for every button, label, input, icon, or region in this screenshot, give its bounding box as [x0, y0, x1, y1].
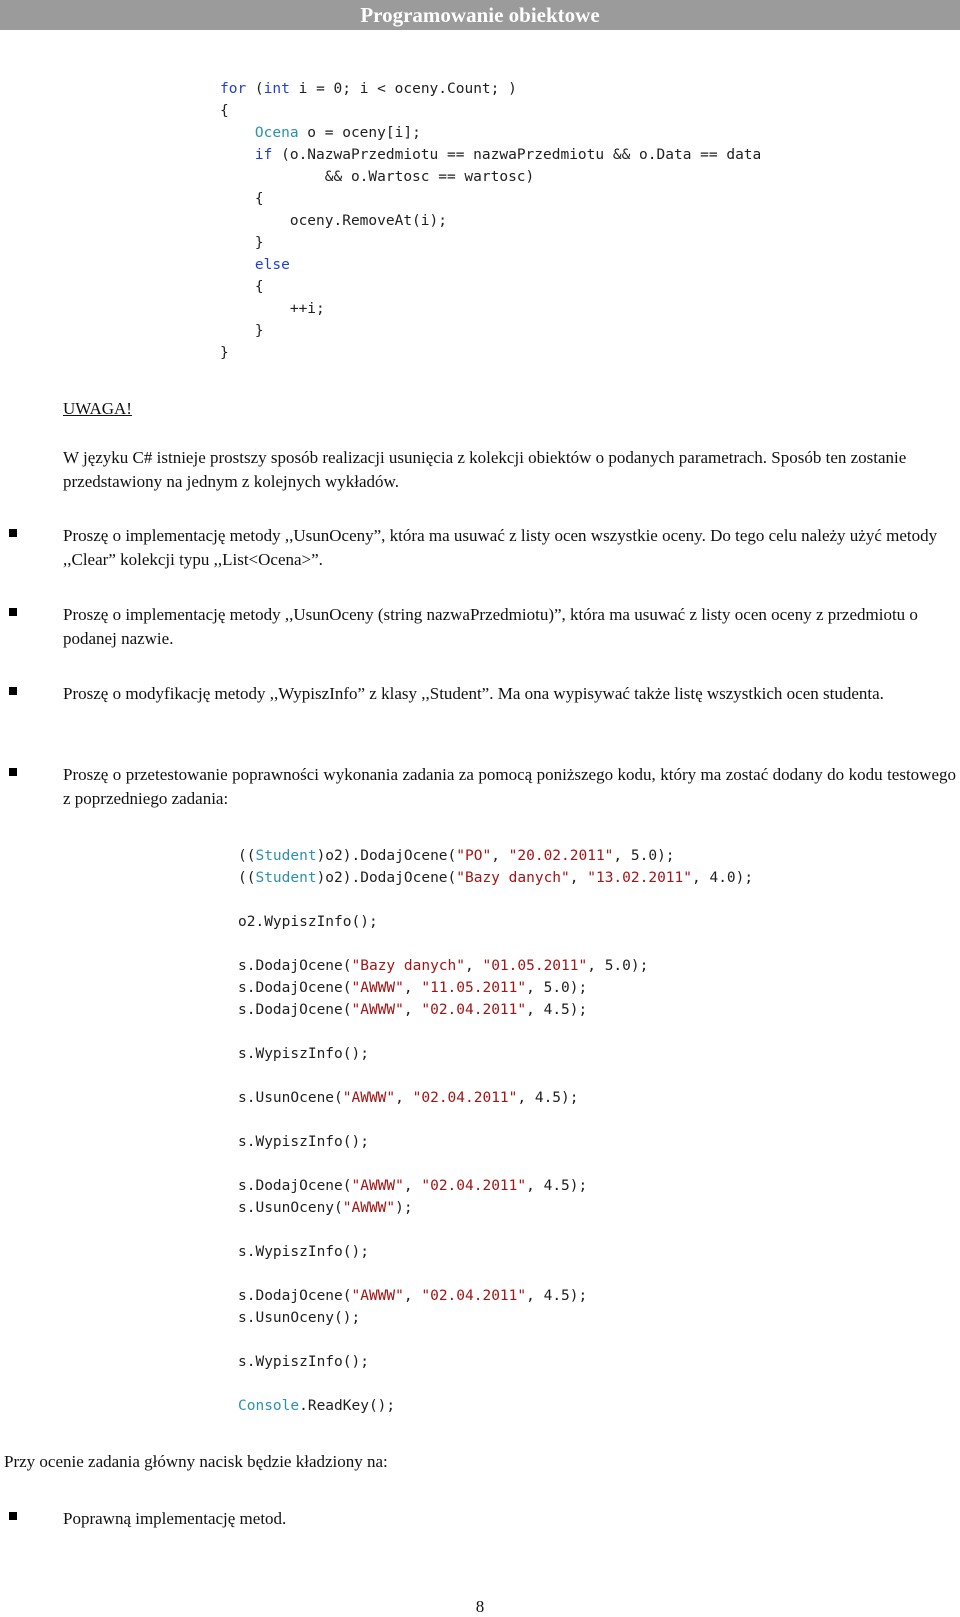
code-line: if (o.NazwaPrzedmiotu == nazwaPrzedmiotu && o.Data == data: [254, 147, 762, 163]
code-line: ((Student)o2).DodajOcene("PO", "20.02.2011", 5.0);: [238, 848, 675, 864]
grading-item-1: Poprawną implementację metod.: [63, 1509, 287, 1528]
code-line: }: [220, 235, 264, 251]
code-line: {: [220, 279, 264, 295]
code-line: {: [220, 191, 264, 207]
code-line: [238, 1263, 753, 1285]
code-line: && o.Wartosc == wartosc): [220, 169, 535, 185]
code-line: o2.WypiszInfo();: [238, 914, 378, 930]
code-block-removal-loop: [220, 78, 761, 364]
bullet-icon: [9, 768, 17, 776]
warning-text: W języku C# istnieje prostszy sposób realizacji usunięcia z kolekcji obiektów o podanych parametrach. Sposób ten zostanie przedstawiony na jednym z kolejnych wykładów.: [63, 448, 907, 491]
code-line: s.DodajOcene("AWWW", "02.04.2011", 4.5);: [238, 1178, 588, 1194]
code-line: oceny.RemoveAt(i);: [220, 213, 447, 229]
code-line: s.DodajOcene("Bazy danych", "01.05.2011", 5.0);: [238, 958, 649, 974]
code-line: s.DodajOcene("AWWW", "02.04.2011", 4.5);: [238, 1288, 588, 1304]
code-line: s.UsunOceny();: [238, 1310, 361, 1326]
code-line: Ocena o = oceny[i];: [254, 125, 421, 141]
code-line: }: [220, 323, 264, 339]
warning-title: UWAGA!: [63, 399, 132, 418]
bullet-icon: [9, 608, 17, 616]
code-line: [238, 1065, 753, 1087]
code-line: s.DodajOcene("AWWW", "11.05.2011", 5.0);: [238, 980, 588, 996]
code-line: s.UsunOcene("AWWW", "02.04.2011", 4.5);: [238, 1090, 579, 1106]
code-line: [238, 1373, 753, 1395]
document-header: Programowanie obiektowe: [0, 0, 960, 30]
task-item-3: Proszę o modyfikację metody ,,WypiszInfo” z klasy ,,Student”. Ma ona wypisywać także listę wszystkich ocen studenta.: [63, 684, 884, 703]
code-line: s.WypiszInfo();: [238, 1046, 369, 1062]
grading-intro: Przy ocenie zadania główny nacisk będzie kładziony na:: [4, 1452, 388, 1471]
code-line: [238, 1329, 753, 1351]
code-line: {: [220, 103, 229, 119]
task-item-2: Proszę o implementację metody ,,UsunOceny (string nazwaPrzedmiotu)”, która ma usuwać z listy ocen oceny z przedmiotu o podanej nazwie.: [63, 605, 918, 648]
code-line: }: [220, 345, 229, 361]
code-line: s.DodajOcene("AWWW", "02.04.2011", 4.5);: [238, 1002, 588, 1018]
code-line: s.WypiszInfo();: [238, 1244, 369, 1260]
code-line: [238, 1021, 753, 1043]
bullet-icon: [9, 1512, 17, 1520]
code-line: s.WypiszInfo();: [238, 1354, 369, 1370]
code-line: for (int i = 0; i < oceny.Count; ): [220, 81, 517, 97]
code-line: [238, 1219, 753, 1241]
code-block-test: [238, 845, 753, 1417]
code-line: [238, 1153, 753, 1175]
code-line: s.UsunOceny("AWWW");: [238, 1200, 413, 1216]
code-line: else: [254, 257, 290, 273]
bullet-icon: [9, 687, 17, 695]
code-line: ++i;: [220, 301, 325, 317]
code-line: [238, 933, 753, 955]
code-line: s.WypiszInfo();: [238, 1134, 369, 1150]
task-item-1: Proszę o implementację metody ,,UsunOceny”, która ma usuwać z listy ocen wszystkie oceny. Do tego celu należy użyć metody ,,Clear” kolekcji typu ,,List<Ocena>”.: [63, 526, 938, 569]
code-line: [238, 1109, 753, 1131]
bullet-icon: [9, 529, 17, 537]
task-item-4: Proszę o przetestowanie poprawności wykonania zadania za pomocą poniższego kodu, który ma zostać dodany do kodu testowego z poprzedniego zadania:: [63, 765, 956, 808]
code-line: [238, 889, 753, 911]
code-line: Console.ReadKey();: [238, 1398, 396, 1414]
page-number: 8: [475, 1597, 485, 1616]
code-line: ((Student)o2).DodajOcene("Bazy danych", "13.02.2011", 4.0);: [238, 870, 754, 886]
